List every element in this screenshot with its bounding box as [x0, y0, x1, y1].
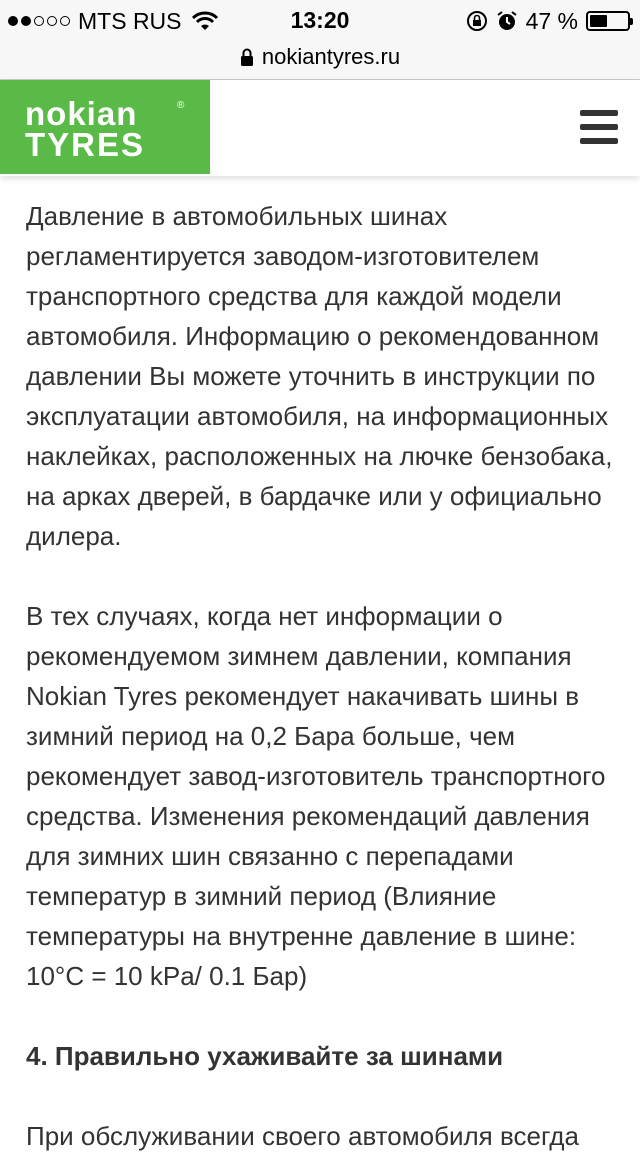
orientation-lock-icon: [466, 10, 488, 32]
url-domain: nokiantyres.ru: [261, 43, 401, 69]
logo-registered-mark: ®: [177, 100, 185, 111]
status-right: [466, 8, 630, 34]
logo-text-nokian: nokian: [25, 95, 138, 132]
battery-percent: 47 %: [525, 7, 578, 34]
lock-icon: [240, 48, 254, 66]
site-header: [0, 80, 640, 176]
hamburger-menu-icon[interactable]: [580, 110, 618, 144]
alarm-icon: [496, 10, 518, 32]
battery-icon: [586, 11, 630, 31]
article-paragraph-2: В тех случаях, когда нет информации о рекомендуемом зимнем давлении, компания Nokian Tyres рекомендует накачивать шины в зимний период на 0,2 Бара больше, чем рекомендует завод-изготовитель транспортного средства. Изменения рекомендаций давления для зимних шин связанно с перепадами температур в зимний период (Влияние температуры на внутренне давление в шине: 10°C = 10 kPa/ 0.1 Бар): [26, 601, 606, 991]
status-bar: [0, 0, 640, 40]
article-content: [26, 196, 620, 1156]
status-time: 13:20: [290, 7, 350, 33]
nokian-tyres-logo[interactable]: [0, 80, 210, 174]
logo-text-tyres: TYRES: [25, 126, 146, 163]
address-bar[interactable]: [0, 40, 640, 80]
article-paragraph-1: Давление в автомобильных шинах регламентируется заводом-изготовителем транспортного средства для каждой модели автомобиля. Информацию о рекомендованном давлении Вы можете уточнить в инструкции по эксплуатации автомобиля, на информационных наклейках, расположенных на лючке бензобака, на арках дверей, в бардачке или у официально дилера.: [26, 201, 613, 551]
carrier-name: MTS RUS: [78, 7, 182, 34]
article-paragraph-3: При обслуживании своего автомобиля всегда: [26, 1121, 579, 1151]
section-heading: 4. Правильно ухаживайте за шинами: [26, 1041, 504, 1071]
battery-fill: [590, 15, 607, 27]
